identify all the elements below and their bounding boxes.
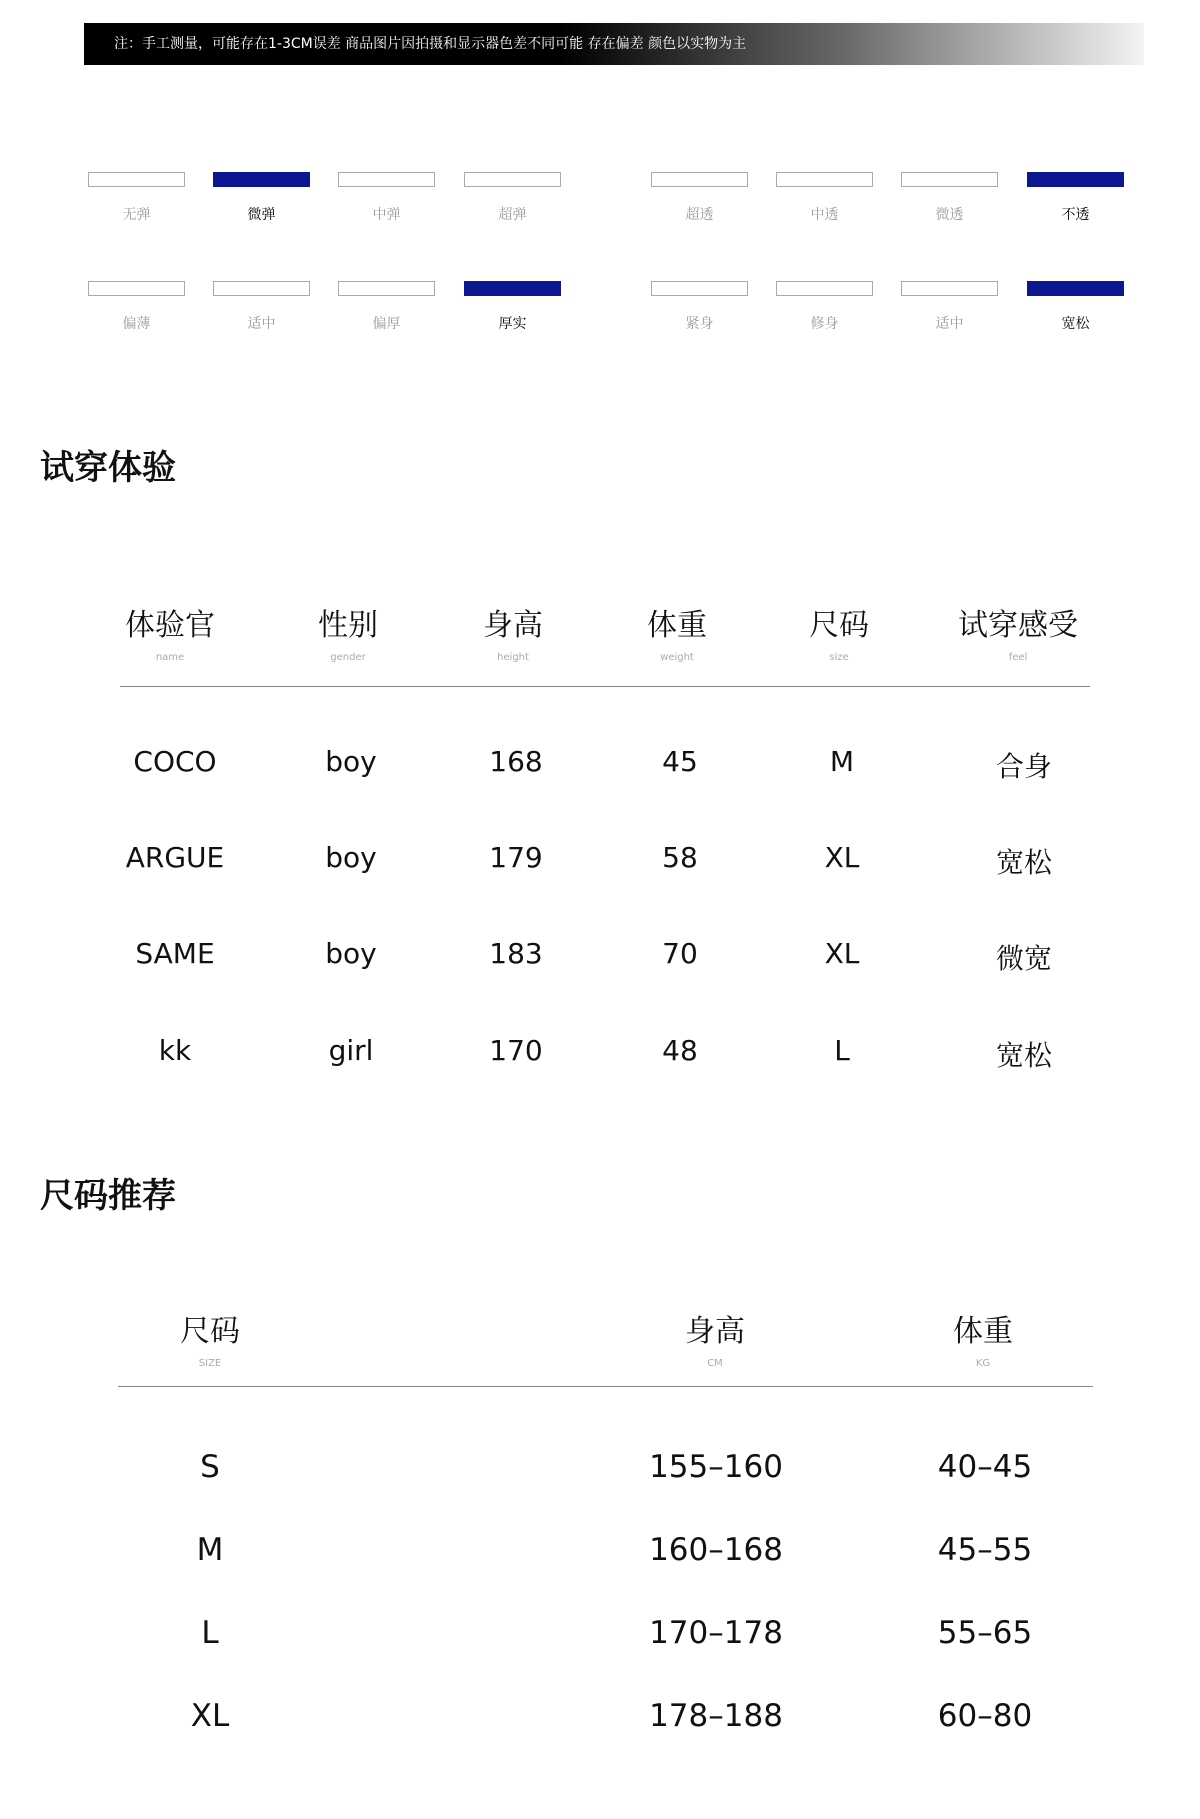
header-cn: 性别 [318,608,378,643]
tryon-cell: ARGUE [125,841,225,874]
attr-label: 偏厚 [372,316,401,332]
tryon-cell: 宽松 [995,846,1053,879]
attr-option-transparency [1027,172,1124,224]
size-cell: 40–45 [937,1449,1033,1485]
size-cell: 55–65 [937,1615,1033,1651]
tryon-header [423,600,603,663]
tryon-cell: 45 [662,745,698,778]
tryon-cell: boy [325,745,377,778]
attr-option-transparency [901,172,998,224]
header-en: gender [330,652,366,663]
scale-box [338,281,435,296]
scale-box [776,172,873,187]
size-title: 尺码推荐 [40,1176,176,1216]
header-cn: 体验官 [125,608,215,643]
attr-option-thickness [88,281,185,333]
size-divider [118,1386,1093,1387]
tryon-header [749,600,929,663]
tryon-cell: boy [325,841,377,874]
scale-box [88,172,185,187]
attr-option-elasticity [464,172,561,224]
attr-option-fit [651,281,748,333]
attr-label: 适中 [935,316,964,332]
tryon-cell: 48 [662,1034,698,1067]
size-cell: 60–80 [937,1698,1033,1734]
tryon-cell: girl [328,1034,374,1067]
attr-option-thickness [338,281,435,333]
attr-label: 中透 [810,207,839,223]
header-cn: 体重 [647,608,707,643]
header-en: size [829,652,849,663]
tryon-cell: SAME [135,937,215,970]
size-cell: M [196,1532,224,1568]
header-cn: 尺码 [809,608,869,643]
attr-label: 微透 [935,207,964,223]
attr-label: 微弹 [247,207,276,223]
header-cn: 尺码 [180,1314,240,1349]
tryon-cell: COCO [133,745,217,778]
attr-label: 适中 [247,316,276,332]
attr-option-fit [901,281,998,333]
scale-box-selected [464,281,561,296]
tryon-cell: 宽松 [995,1039,1053,1072]
header-en: feel [1008,652,1028,663]
size-cell: 170–178 [649,1615,783,1651]
tryon-cell: 183 [489,937,543,970]
scale-box [338,172,435,187]
tryon-header [928,600,1108,663]
tryon-cell: L [834,1034,850,1067]
header-cn: 试穿感受 [958,608,1078,643]
tryon-cell: M [829,745,855,778]
size-cell: L [201,1615,219,1651]
tryon-cell: 179 [489,841,543,874]
size-cell: 45–55 [937,1532,1033,1568]
size-header [625,1306,805,1369]
attr-option-elasticity [88,172,185,224]
tryon-cell: 微宽 [995,942,1053,975]
tryon-header [258,600,438,663]
scale-box-selected [213,172,310,187]
scale-box [213,281,310,296]
size-cell: 160–168 [649,1532,783,1568]
size-cell: XL [190,1698,230,1734]
attr-option-elasticity [213,172,310,224]
scale-box [464,172,561,187]
tryon-cell: 168 [489,745,543,778]
scale-box [901,172,998,187]
header-en: SIZE [198,1358,222,1369]
attr-option-fit [776,281,873,333]
scale-box-selected [1027,172,1124,187]
attr-label: 无弹 [122,207,151,223]
header-en: KG [975,1358,991,1369]
attr-option-elasticity [338,172,435,224]
size-header [893,1306,1073,1369]
tryon-cell: 70 [662,937,698,970]
tryon-cell: XL [824,937,860,970]
attr-option-thickness [464,281,561,333]
attr-label: 厚实 [498,316,527,332]
scale-box [776,281,873,296]
attr-option-transparency [776,172,873,224]
header-cn: 体重 [953,1314,1013,1349]
header-en: name [155,652,185,663]
scale-box [901,281,998,296]
header-en: weight [660,652,694,663]
scale-box [88,281,185,296]
attr-option-transparency [651,172,748,224]
tryon-cell: XL [824,841,860,874]
header-en: height [497,652,529,663]
header-en: CM [707,1358,723,1369]
attr-label: 超弹 [498,207,527,223]
attr-option-fit [1027,281,1124,333]
tryon-cell: 170 [489,1034,543,1067]
attr-label: 宽松 [1061,316,1090,332]
size-cell: S [200,1449,220,1485]
tryon-cell: kk [158,1034,192,1067]
attr-label: 超透 [685,207,714,223]
attr-label: 紧身 [685,316,714,332]
size-header [120,1306,300,1369]
tryon-header [80,600,260,663]
tryon-cell: 合身 [995,750,1053,783]
tryon-header [587,600,767,663]
scale-box [651,172,748,187]
attr-label: 偏薄 [122,316,151,332]
attr-label: 中弹 [372,207,401,223]
tryon-title: 试穿体验 [40,448,176,488]
header-cn: 身高 [483,608,543,643]
size-cell: 155–160 [649,1449,783,1485]
attr-label: 修身 [810,316,839,332]
attr-option-thickness [213,281,310,333]
note-banner: 注：手工测量，可能存在1-3CM误差 商品图片因拍摄和显示器色差不同可能 存在偏差 颜色以实物为主 [84,23,1144,65]
size-cell: 178–188 [649,1698,783,1734]
tryon-divider [120,686,1090,687]
scale-box [651,281,748,296]
tryon-cell: 58 [662,841,698,874]
scale-box-selected [1027,281,1124,296]
header-cn: 身高 [685,1314,745,1349]
tryon-cell: boy [325,937,377,970]
attr-label: 不透 [1061,207,1090,223]
